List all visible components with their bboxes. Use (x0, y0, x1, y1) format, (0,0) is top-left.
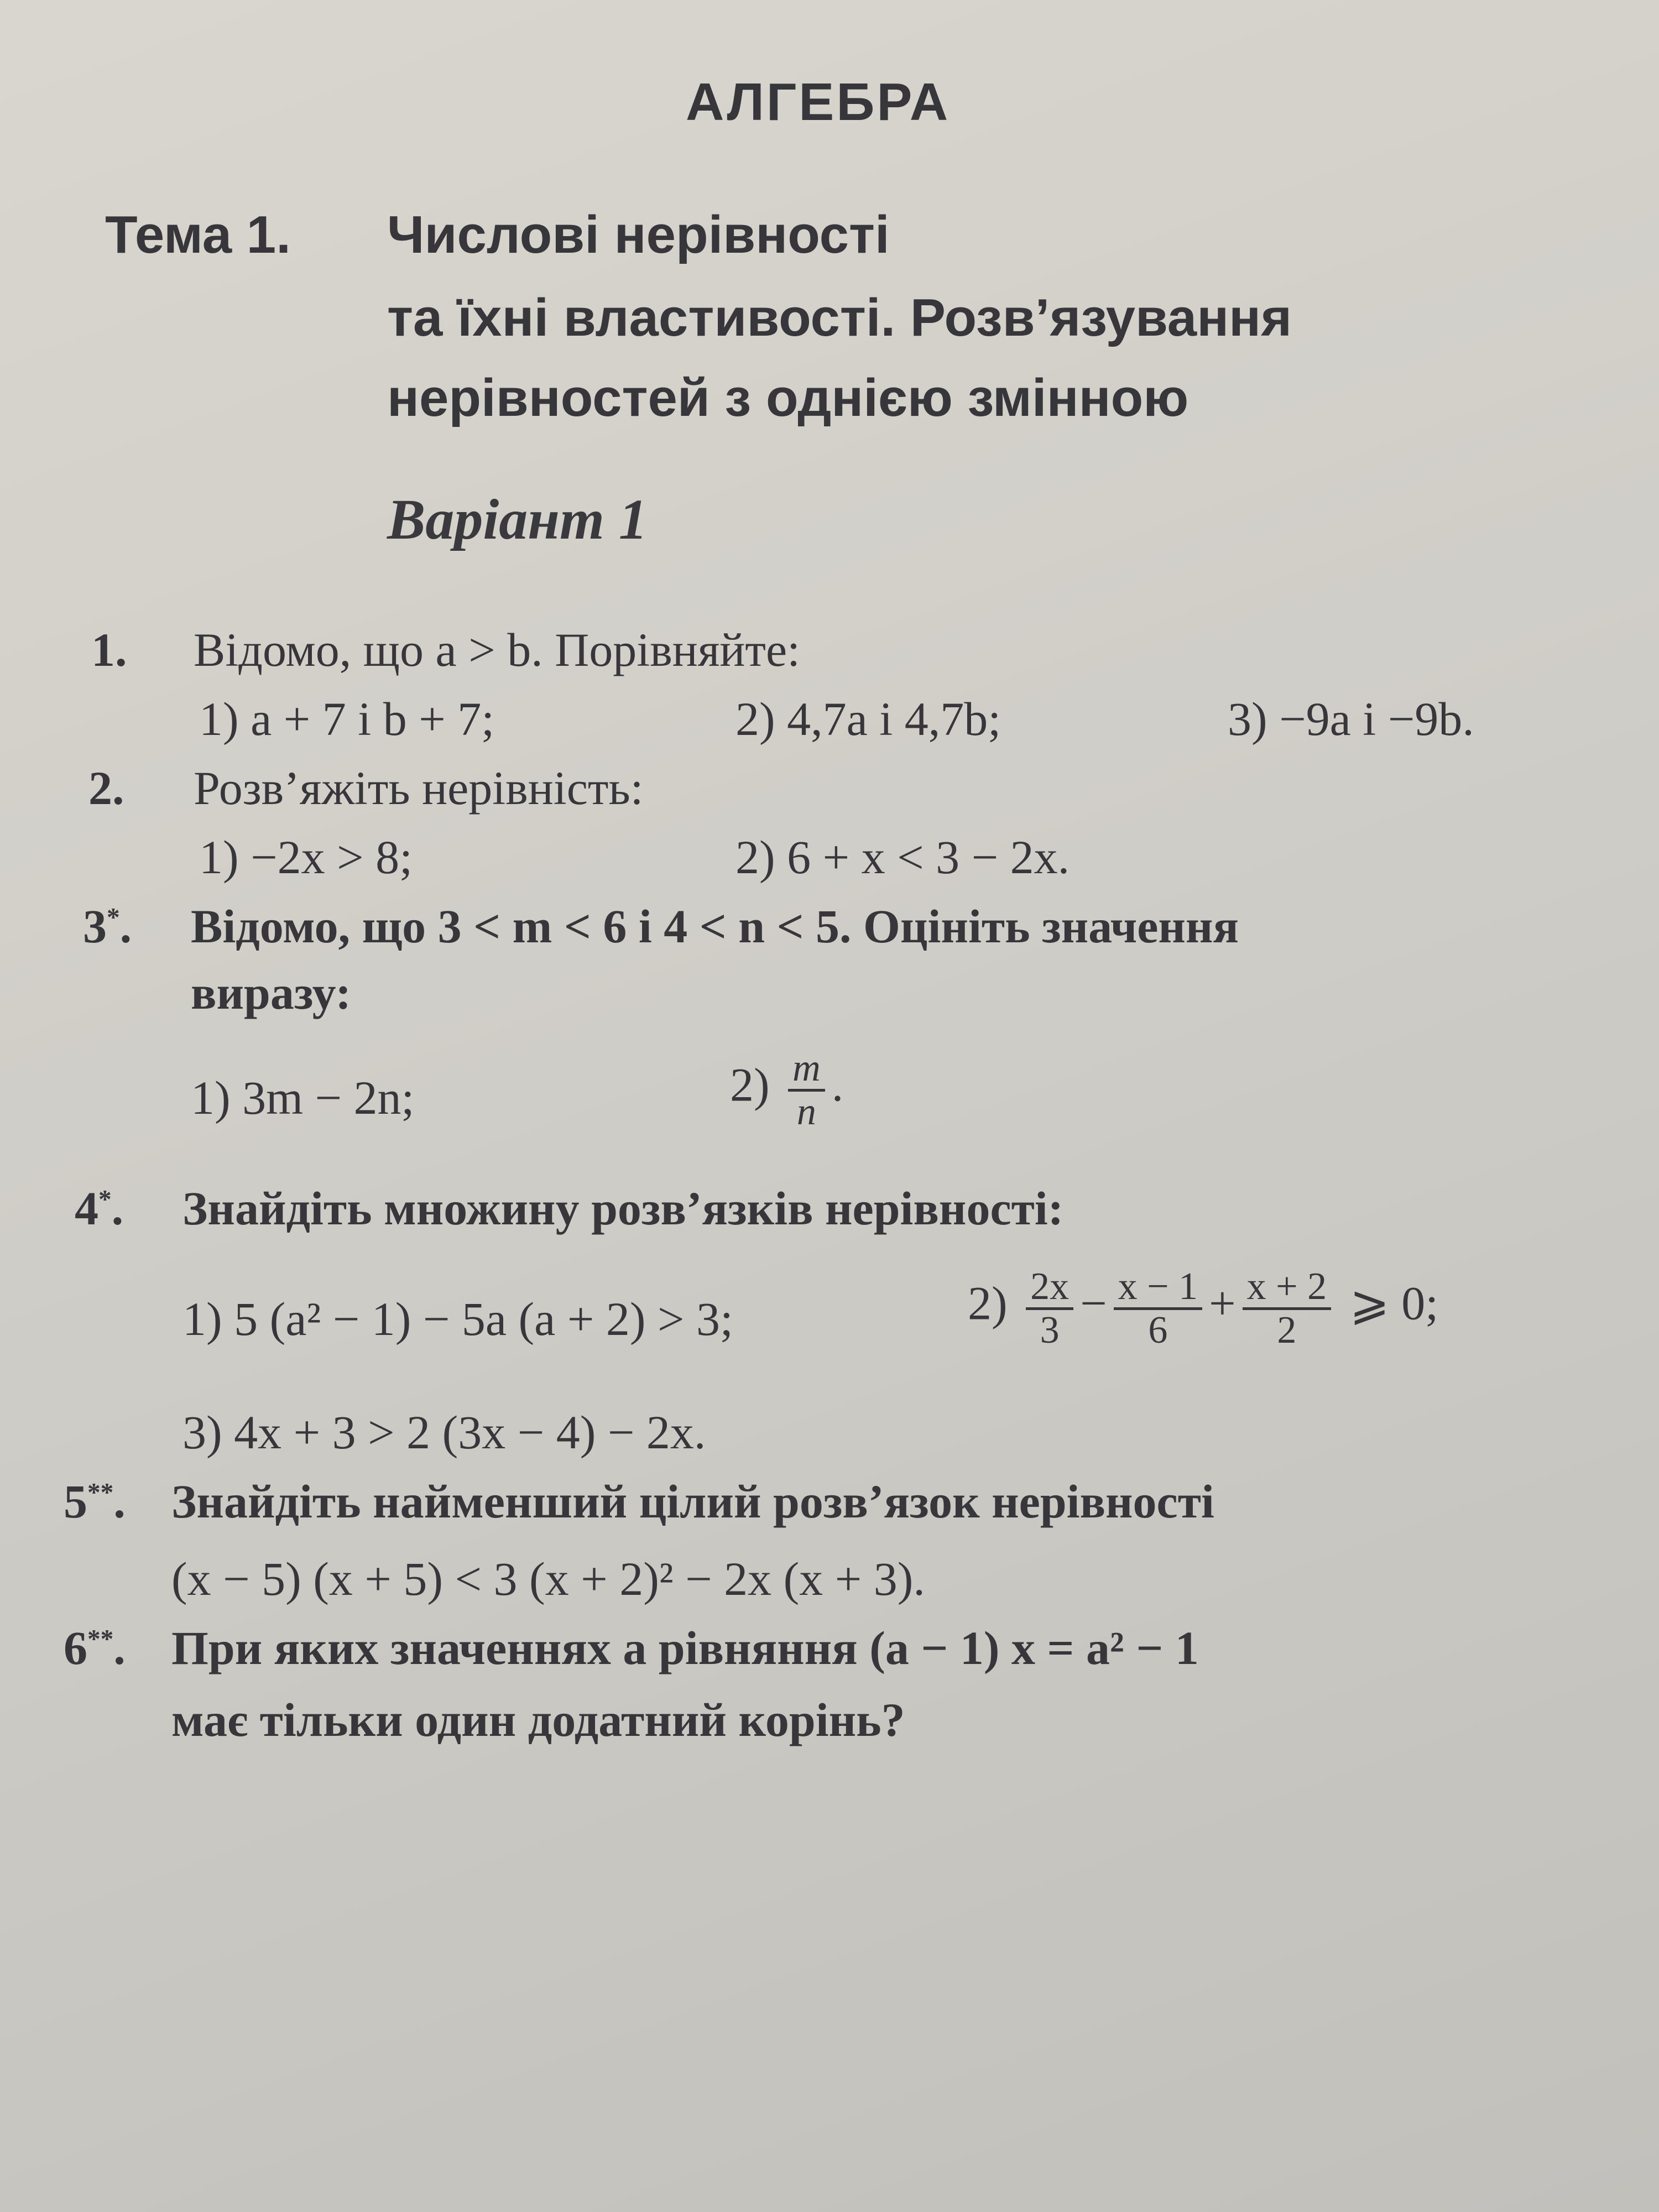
task-2-item-2: 2) 6 + x < 3 − 2x. (735, 831, 1070, 884)
task-4-number: 4*. (75, 1182, 124, 1235)
task-6-text: При яких значеннях a рівняння (a − 1) x = a² − 1 (171, 1621, 1199, 1674)
task-3-item-2: 2) $\frac{m}{n}$ . (730, 1047, 844, 1133)
task-5-expression: (x − 5) (x + 5) < 3 (x + 2)² − 2x (x + 3). (171, 1552, 925, 1605)
variant-heading: Варіант 1 (387, 488, 648, 551)
task-4-item-1: 1) 5 (a² − 1) − 5a (a + 2) > 3; (182, 1292, 733, 1345)
task-2-text: Розв’яжіть нерівність: (194, 761, 644, 815)
task-1-item-2: 2) 4,7a і 4,7b; (735, 692, 1001, 745)
fraction-1: $\frac{2x}{3}$ (1026, 1266, 1073, 1350)
task-1-number: 1. (91, 623, 127, 676)
fraction-m-over-n: $\frac{m}{n}$ (788, 1048, 825, 1132)
topic-line-3: нерівностей з однією змінною (387, 368, 1189, 427)
task-3-number: 3*. (83, 900, 132, 953)
task-3-text-cont: виразу: (191, 966, 352, 1019)
task-4-text: Знайдіть множину розв’язків нерівності: (182, 1182, 1064, 1235)
task-3-item-1: 1) 3m − 2n; (191, 1071, 415, 1124)
page-title: АЛГЕБРА (686, 72, 951, 132)
task-1-text: Відомо, що a > b. Порівняйте: (194, 623, 801, 676)
fraction-2: $\frac{x - 1}{6}$ (1114, 1266, 1202, 1350)
task-4-item-3: 3) 4x + 3 > 2 (3x − 4) − 2x. (182, 1406, 706, 1459)
task-6-number: 6**. (64, 1621, 126, 1674)
difficulty-star: * (107, 903, 120, 932)
task-2-number: 2. (88, 761, 124, 815)
topic-line-2: та їхні властивості. Розв’язування (387, 288, 1292, 347)
topic-line-1: Числові нерівності (387, 205, 890, 264)
task-4-item-2: 2) $\frac{2x}{3}$ − $\frac{x - 1}{6}$ + $\frac{x + 2}{2}$ ⩾ 0; (968, 1265, 1439, 1352)
task-5-number: 5**. (64, 1475, 126, 1528)
fraction-3: $\frac{x + 2}{2}$ (1243, 1266, 1331, 1350)
task-2-item-1: 1) −2x > 8; (199, 831, 413, 884)
task-5-text: Знайдіть найменший цілий розв’язок нерівності (171, 1475, 1214, 1528)
task-3-text: Відомо, що 3 < m < 6 і 4 < n < 5. Оцініть значення (191, 900, 1239, 953)
task-1-item-3: 3) −9a і −9b. (1228, 692, 1474, 745)
difficulty-star: ** (87, 1625, 114, 1654)
task-6-text-cont: має тільки один додатний корінь? (171, 1693, 905, 1746)
difficulty-star: ** (87, 1478, 114, 1507)
difficulty-star: * (98, 1185, 112, 1214)
topic-label: Тема 1. (105, 205, 291, 264)
task-1-item-1: 1) a + 7 і b + 7; (199, 692, 495, 745)
